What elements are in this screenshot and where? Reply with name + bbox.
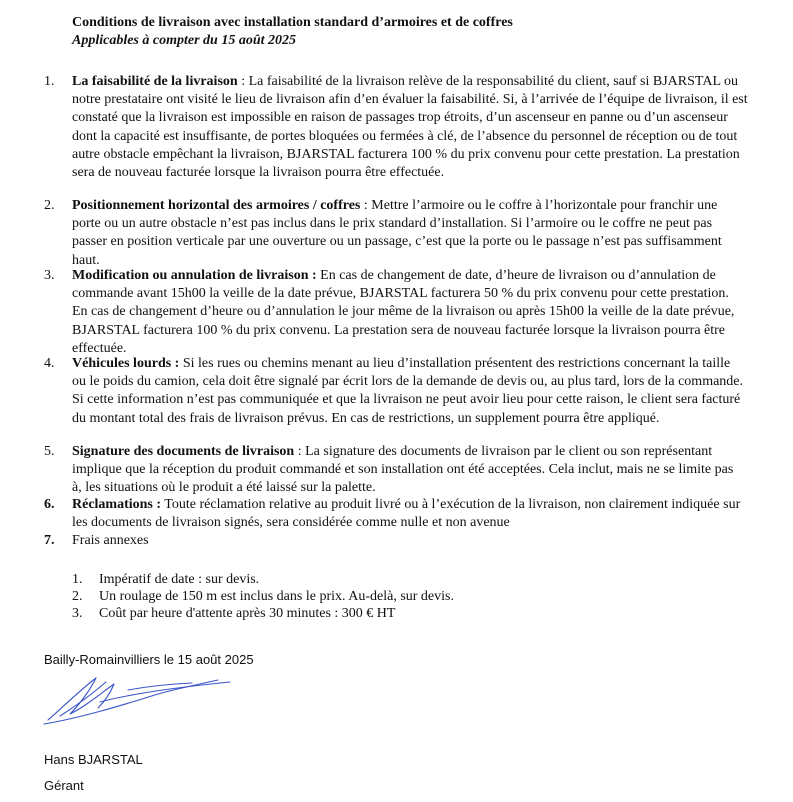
item-heading: Modification ou annulation de livraison : <box>72 268 317 283</box>
document-header <box>72 14 513 50</box>
item-text: Toute réclamation relative au produit livré ou à l’exécution de la livraison, non clairement indiquée sur les documents de livraison signés, sera considérée comme nulle et non avenue <box>72 497 741 531</box>
item-text: La signature des documents de livraison par le client ou son représentant implique que la réception du produit commandé et son installation ont été acceptées. Cela inclut, mais ne se limite pas à, les situations où le produit a été laissé sur la palette. <box>72 444 734 496</box>
item-heading: Réclamations : <box>72 497 162 512</box>
document-title: Conditions de livraison avec installation standard d’armoires et de coffres <box>72 15 513 30</box>
item-number: 1. <box>44 74 55 89</box>
annex-number: 2. <box>72 589 83 604</box>
item-number: 5. <box>44 444 55 459</box>
item-body <box>72 355 744 428</box>
annex-text: Impératif de date : sur devis. <box>99 572 260 587</box>
item-heading: Signature des documents de livraison <box>72 444 295 459</box>
item-body <box>72 496 744 532</box>
item-text: Si les rues ou chemins menant au lieu d’installation présentent des restrictions concernant la taille ou le poids du camion, cela doit être signalé par écrit lors de la demande de devis ou, au plus tard, lors de la commande. Si cette information n’est pas communiquée et que la livraison ne peut avoir lieu pour cette raison, le client sera facturé du montant total des frais de livraison prévus. En cas de restrictions, un supplement pourra être appliqué. <box>72 356 744 426</box>
annex-text: Un roulage de 150 m est inclus dans le prix. Au-delà, sur devis. <box>99 589 454 604</box>
document-subtitle: Applicables à compter du 15 août 2025 <box>72 33 296 48</box>
place-date: Bailly-Romainvilliers le 15 août 2025 <box>44 652 254 667</box>
item-number: 6. <box>44 497 55 512</box>
signatory-role: Gérant <box>44 778 84 793</box>
item-text: En cas de changement de date, d’heure de livraison ou d’annulation de commande avant 15h00 la veille de la date prévue, BJARSTAL facturera 50 % du prix convenu pour cette prestation. En cas de changement d’heure ou d’annulation le jour même de la livraison ou après 15h00 la veille de la date prévue, BJARSTAL facturera 100 % du prix convenu. La prestation sera de nouveau facturée lorsque la livraison pourra être effectuée. <box>72 268 735 356</box>
item-heading: Positionnement horizontal des armoires / coffres <box>72 198 361 213</box>
item-body <box>72 267 744 358</box>
item-number: 4. <box>44 356 55 371</box>
annex-text: Coût par heure d'attente après 30 minutes : 300 € HT <box>99 606 396 621</box>
item-number: 7. <box>44 533 55 548</box>
signature-image <box>40 670 240 730</box>
item-text: La faisabilité de la livraison relève de la responsabilité du client, sauf si BJARSTAL ou notre prestataire ont visité le lieu de livraison afin d’en évaluer la faisabilité. Si, à l’arrivée de l’équipe de livraison, il est constaté que la livraison est impossible en raison de passages trop étroits, d’un ascenseur en panne ou d’un ascenseur dont la capacité est insuffisante, de portes bloquées ou fermées à clé, de l’absence du personnel de réception ou de tout autre obstacle empêchant la livraison, BJARSTAL facturera 100 % du prix convenu pour cette prestation. La prestation sera de nouveau facturée lorsque la livraison pourra être effectuée. <box>72 74 748 181</box>
item-text: Frais annexes <box>72 533 149 548</box>
item-body: La faisabilité de la livraison : La faisabilité de la livraison relève de la responsabilité du client, sauf si BJARSTAL ou notre prestataire ont visité le lieu de livraison afin d’en évaluer la faisabilité. Si, à l’arrivée de l’équipe de livraison, il est constaté que la livraison est impossible en raison de passages trop étroits, d’un ascenseur en panne ou d’un ascenseur dont la capacité est insuffisante, de portes bloquées ou fermées à clé, de l’absence du personnel de réception ou de tout autre obstacle empêchant la livraison, BJARSTAL facturera 100 % du prix convenu pour cette prestation. La prestation sera de nouveau facturée lorsque la livraison pourra être effectuée. <box>72 74 748 181</box>
annex-number: 1. <box>72 572 83 587</box>
item-text: Mettre l’armoire ou le coffre à l’horizontale pour franchir une porte ou un autre obstacle n’est pas inclus dans le prix standard d’installation. Si l’armoire ou le coffre ne peut pas passer en position verticale par une ouverture ou un passage, c’est que la porte ou le passage n’est pas suffisamment haut. <box>72 198 722 268</box>
item-heading: Véhicules lourds : <box>72 356 180 371</box>
item-body: Signature des documents de livraison : La signature des documents de livraison par le client ou son représentant implique que la réception du produit commandé et son installation ont été acceptées. Cela inclut, mais ne se limite pas à, les situations où le produit a été laissé sur la palette. <box>72 444 734 496</box>
annex-number: 3. <box>72 606 83 621</box>
item-body <box>72 532 744 550</box>
item-number: 2. <box>44 198 55 213</box>
item-body: Positionnement horizontal des armoires / coffres : Mettre l’armoire ou le coffre à l’horizontale pour franchir une porte ou un autre obstacle n’est pas inclus dans le prix standard d’installation. Si l’armoire ou le coffre ne peut pas passer en position verticale par une ouverture ou un passage, c’est que la porte ou le passage n’est pas suffisamment haut. <box>72 198 722 268</box>
signatory-name: Hans BJARSTAL <box>44 752 143 767</box>
item-number: 3. <box>44 268 55 283</box>
item-heading: La faisabilité de la livraison <box>72 74 238 89</box>
